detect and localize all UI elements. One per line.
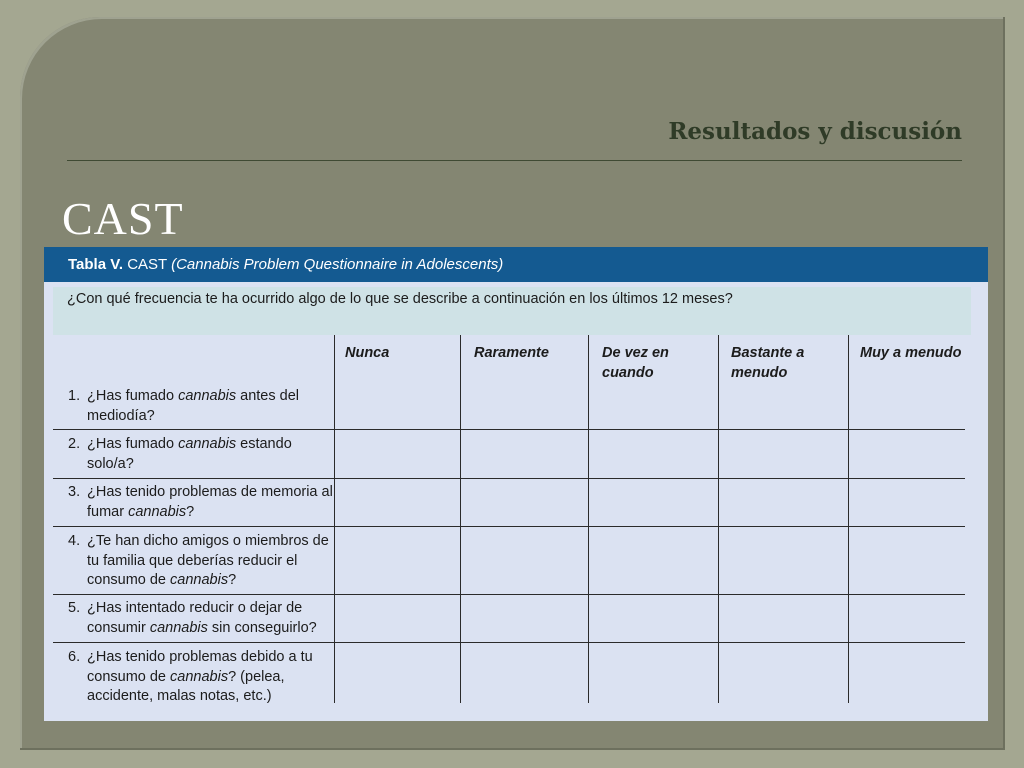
item-text: estando solo/a? xyxy=(87,436,292,472)
item-text-emphasis: cannabis xyxy=(170,572,229,588)
table-caption-name: CAST xyxy=(127,256,167,273)
item-text: ? (pelea, accidente, malas notas, etc.) xyxy=(87,668,285,704)
item-number: 5. xyxy=(68,600,81,616)
grid-line-horizontal xyxy=(53,478,965,479)
question-band xyxy=(53,287,971,335)
table-row xyxy=(68,532,333,591)
item-text: ? xyxy=(228,572,237,588)
table-caption-label: Tabla V. xyxy=(68,256,124,273)
table-caption-subtitle: (Cannabis Problem Questionnaire in Adolescents) xyxy=(171,256,504,273)
item-text: ¿Has fumado xyxy=(87,388,179,404)
column-header-muy-a-menudo: Muy a menudo xyxy=(860,345,962,361)
item-text-emphasis: cannabis xyxy=(178,436,237,452)
item-text: sin conseguirlo? xyxy=(207,619,317,636)
table-row xyxy=(68,648,333,707)
item-number: 2. xyxy=(68,436,81,452)
item-text-emphasis: cannabis xyxy=(149,619,208,636)
item-text-emphasis: cannabis xyxy=(128,503,187,520)
item-text-emphasis: cannabis xyxy=(178,388,237,404)
item-number: 4. xyxy=(68,533,81,549)
item-text: ¿Has fumado xyxy=(87,436,179,452)
item-text: ? xyxy=(186,503,195,520)
title-divider xyxy=(67,160,962,161)
table-row xyxy=(68,435,333,474)
column-header-raramente: Raramente xyxy=(474,345,549,361)
item-number: 1. xyxy=(68,388,81,404)
page-title: CAST xyxy=(62,193,184,244)
column-header-nunca: Nunca xyxy=(345,345,390,361)
column-header-de-vez-en-cuando: De vez en cuando xyxy=(602,345,669,381)
grid-line-vertical xyxy=(460,335,461,703)
item-text-emphasis: cannabis xyxy=(170,668,229,685)
table-row xyxy=(68,483,333,522)
grid-line-vertical xyxy=(588,335,589,703)
grid-line-vertical xyxy=(848,335,849,703)
table-question: ¿Con qué frecuencia te ha ocurrido algo de lo que se describe a continuación en los últimos 12 meses? xyxy=(67,291,733,307)
cast-table xyxy=(44,247,988,721)
table-row xyxy=(68,387,333,426)
grid-line-vertical xyxy=(718,335,719,703)
grid-line-vertical xyxy=(334,335,335,703)
grid-line-horizontal xyxy=(53,594,965,595)
table-caption xyxy=(44,247,988,282)
item-text: ¿Has intentado reducir o dejar de consumir xyxy=(87,600,303,636)
column-header-bastante-a-menudo: Bastante a menudo xyxy=(731,345,805,381)
item-text: ¿Has tenido problemas debido a tu consumo de xyxy=(87,649,313,685)
section-title: Resultados y discusión xyxy=(668,118,962,145)
grid-line-horizontal xyxy=(53,429,965,430)
item-text: antes del mediodía? xyxy=(87,388,300,424)
grid-line-horizontal xyxy=(53,642,965,643)
item-number: 6. xyxy=(68,649,81,665)
item-text: ¿Has tenido problemas de memoria al fumar xyxy=(87,484,333,520)
table-row xyxy=(68,599,333,638)
item-text: ¿Te han dicho amigos o miembros de tu familia que deberías reducir el consumo de xyxy=(87,533,329,588)
item-number: 3. xyxy=(68,484,81,500)
grid-line-horizontal xyxy=(53,526,965,527)
